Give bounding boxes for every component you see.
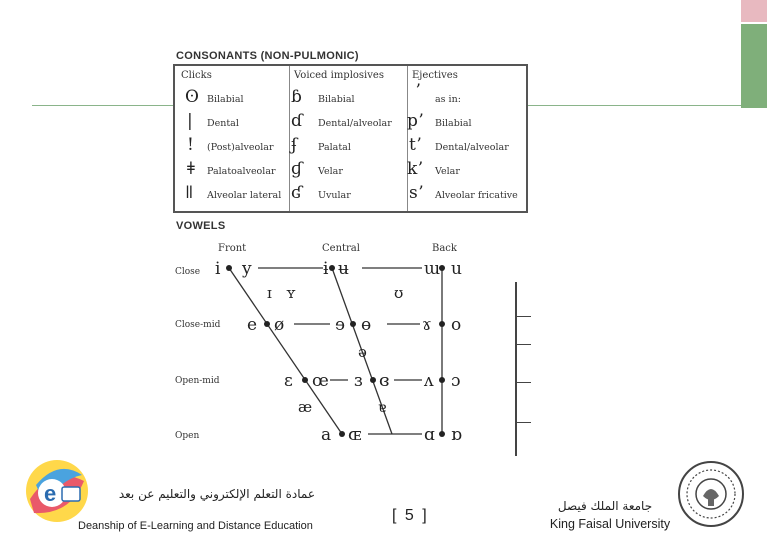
vowel-dot	[439, 321, 445, 327]
click-label: Dental	[207, 118, 239, 129]
vowel-symbol: a	[321, 425, 332, 445]
vowel-symbol: ɤ	[422, 315, 432, 335]
vowel-symbol: ɛ	[284, 371, 293, 391]
column-central: Central	[322, 243, 360, 254]
vowel-symbol: ɐ	[378, 400, 387, 416]
ejective-label: as in:	[435, 94, 461, 105]
vowel-symbol: ɨ	[323, 259, 329, 279]
chart-lines	[229, 268, 442, 434]
university-english: King Faisal University	[549, 517, 671, 531]
fragment-rule	[517, 344, 531, 345]
click-symbol: !	[187, 135, 194, 155]
implosive-symbol: ɠ	[291, 159, 303, 179]
implosive-symbol: ɓ	[291, 87, 302, 107]
elearning-logo	[22, 455, 92, 527]
ejective-symbol: tʼ	[409, 135, 422, 155]
ejective-label: Bilabial	[435, 118, 472, 129]
vowel-symbol: ɞ	[379, 371, 390, 391]
ejective-symbol: sʼ	[409, 183, 424, 203]
vowel-symbol: ɯ	[424, 259, 441, 279]
column-divider	[289, 66, 290, 211]
vowel-symbol: ɵ	[361, 315, 372, 335]
vowel-symbol: ʏ	[286, 284, 296, 302]
implosive-symbol: ʛ	[291, 183, 303, 203]
click-symbol: ʘ	[185, 87, 199, 107]
vowel-symbol: ɑ	[424, 425, 435, 445]
vowel-symbol: œ	[312, 371, 329, 391]
consonants-table	[173, 64, 528, 213]
vowel-dots	[226, 265, 445, 437]
header-ejectives: Ejectives	[412, 70, 458, 81]
row-open: Open	[175, 431, 200, 441]
deanship-arabic: عمادة التعلم الإلكتروني والتعليم عن بعد	[118, 487, 315, 501]
vowel-dot	[302, 377, 308, 383]
corner-accent-pink	[741, 0, 767, 22]
vowel-dot	[350, 321, 356, 327]
implosive-label: Palatal	[318, 142, 351, 153]
vowel-symbol: u	[451, 259, 462, 279]
ejective-label: Dental/alveolar	[435, 142, 509, 153]
vowel-dot	[339, 431, 345, 437]
svg-text:e: e	[44, 481, 57, 506]
vowel-symbol: ʌ	[424, 371, 434, 391]
cropped-table-fragment	[515, 282, 533, 456]
vowel-symbol: ɶ	[348, 425, 362, 445]
ejective-symbol: pʼ	[407, 111, 424, 131]
click-symbol: |	[187, 111, 193, 131]
ejective-symbol: kʼ	[407, 159, 423, 179]
page-number: [ 5 ]	[392, 507, 429, 524]
vowel-dot	[439, 377, 445, 383]
vowel-symbol: y	[242, 259, 252, 279]
vowel-symbol: ɔ	[451, 371, 461, 391]
vowel-symbol: o	[451, 315, 462, 335]
vowel-dot	[226, 265, 232, 271]
deanship-english: Deanship of E-Learning and Distance Education	[78, 520, 313, 532]
implosive-symbol: ɗ	[291, 111, 303, 131]
vowel-symbol: ə	[358, 343, 367, 361]
vowel-dot	[264, 321, 270, 327]
implosive-label: Bilabial	[318, 94, 355, 105]
vowels-title: VOWELS	[176, 220, 226, 232]
consonants-title: CONSONANTS (NON-PULMONIC)	[176, 50, 359, 62]
row-open-mid: Open-mid	[175, 376, 220, 386]
university-arabic: جامعة الملك فيصل	[557, 499, 653, 513]
fragment-rule	[517, 422, 531, 423]
implosive-label: Dental/alveolar	[318, 118, 392, 129]
vowel-symbol: e	[247, 315, 258, 335]
implosive-label: Uvular	[318, 190, 351, 201]
vowel-symbol: i	[215, 259, 221, 279]
vowel-symbol: ɒ	[451, 425, 462, 445]
click-label: Alveolar lateral	[207, 190, 282, 201]
vowel-dot	[329, 265, 335, 271]
vowel-symbol: ʊ	[394, 284, 404, 302]
column-back: Back	[432, 243, 457, 254]
vowel-dot	[370, 377, 376, 383]
vowel-symbol: ø	[274, 315, 285, 335]
fragment-rule	[517, 316, 531, 317]
university-seal	[677, 460, 745, 528]
column-front: Front	[218, 243, 247, 254]
corner-accent-green	[741, 24, 767, 108]
vowel-symbol: ɘ	[335, 315, 346, 335]
header-implosives: Voiced implosives	[294, 70, 384, 81]
vowel-symbol: ʉ	[338, 259, 349, 279]
vowel-symbol: ɪ	[267, 284, 272, 302]
column-divider	[407, 66, 408, 211]
click-label: Palatoalveolar	[207, 166, 276, 177]
vowel-dot	[439, 431, 445, 437]
click-symbol: ǁ	[185, 183, 194, 203]
vowel-symbol: æ	[298, 398, 313, 416]
ejective-symbol: ʼ	[415, 81, 421, 101]
click-label: (Post)alveolar	[207, 142, 274, 153]
fragment-rule	[517, 382, 531, 383]
vowel-chart	[172, 236, 492, 458]
vowel-symbol: ɜ	[354, 371, 363, 391]
implosive-symbol: ʄ	[291, 135, 298, 155]
row-close: Close	[175, 267, 201, 277]
header-clicks: Clicks	[181, 70, 212, 81]
implosive-label: Velar	[318, 166, 343, 177]
row-close-mid: Close-mid	[175, 320, 221, 330]
click-symbol: ǂ	[187, 159, 195, 179]
click-label: Bilabial	[207, 94, 244, 105]
ejective-label: Alveolar fricative	[435, 190, 518, 201]
ejective-label: Velar	[435, 166, 460, 177]
